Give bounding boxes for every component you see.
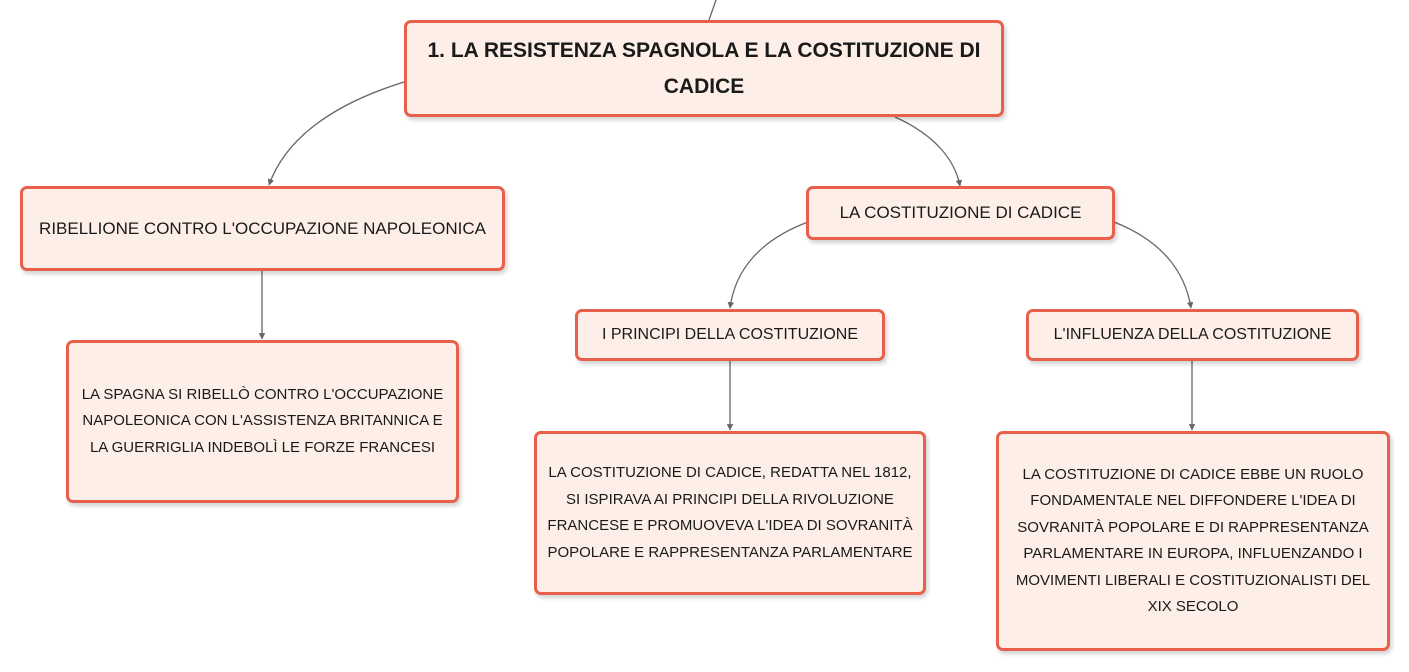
detail-influenza-text: LA COSTITUZIONE DI CADICE EBBE UN RUOLO FONDAMENTALE NEL DIFFONDERE L'IDEA DI SOVRANITÀ POPOLARE E DI RAPPRESENTANZA PARLAMENTARE IN EUROPA, INFLUENZANDO I MOVIMENTI LIBERALI E COSTITUZIONALISTI DEL XIX SECOLO bbox=[1015, 465, 1371, 615]
detail-principi-text: LA COSTITUZIONE DI CADICE, REDATTA NEL 1812, SI ISPIRAVA AI PRINCIPI DELLA RIVOLUZIONE FRANCESE E PROMUOVEVA L'IDEA DI SOVRANITÀ POPOLARE E RAPPRESENTANZA PARLAMENTARE bbox=[547, 464, 913, 561]
root-topic-label: 1. LA RESISTENZA SPAGNOLA E LA COSTITUZIONE DI CADICE bbox=[427, 38, 981, 98]
subtopic-influenza-label: L'INFLUENZA DELLA COSTITUZIONE bbox=[1053, 326, 1332, 343]
subtopic-principi-node[interactable] bbox=[575, 309, 885, 361]
connector-root-to-right-branch bbox=[895, 117, 960, 186]
subtopic-costituzione-label: LA COSTITUZIONE DI CADICE bbox=[839, 203, 1082, 222]
connector-incoming-root bbox=[709, 0, 716, 20]
detail-influenza-node[interactable] bbox=[996, 431, 1390, 651]
connector-right-branch-to-principles bbox=[730, 222, 808, 308]
connector-root-to-left-branch bbox=[269, 82, 404, 185]
connector-right-branch-to-influence bbox=[1114, 222, 1191, 308]
detail-ribellione-node[interactable] bbox=[66, 340, 459, 503]
subtopic-principi-label: I PRINCIPI DELLA COSTITUZIONE bbox=[601, 326, 859, 343]
root-topic-node[interactable] bbox=[404, 20, 1004, 117]
subtopic-ribellione-label: RIBELLIONE CONTRO L'OCCUPAZIONE NAPOLEONICA bbox=[39, 218, 486, 238]
subtopic-ribellione-node[interactable] bbox=[20, 186, 505, 271]
subtopic-influenza-node[interactable] bbox=[1026, 309, 1359, 361]
detail-ribellione-text: LA SPAGNA SI RIBELLÒ CONTRO L'OCCUPAZIONE NAPOLEONICA CON L'ASSISTENZA BRITANNICA E LA GUERRIGLIA INDEBOLÌ LE FORZE FRANCESI bbox=[81, 385, 444, 456]
detail-principi-node[interactable] bbox=[534, 431, 926, 595]
subtopic-costituzione-node[interactable] bbox=[806, 186, 1115, 240]
